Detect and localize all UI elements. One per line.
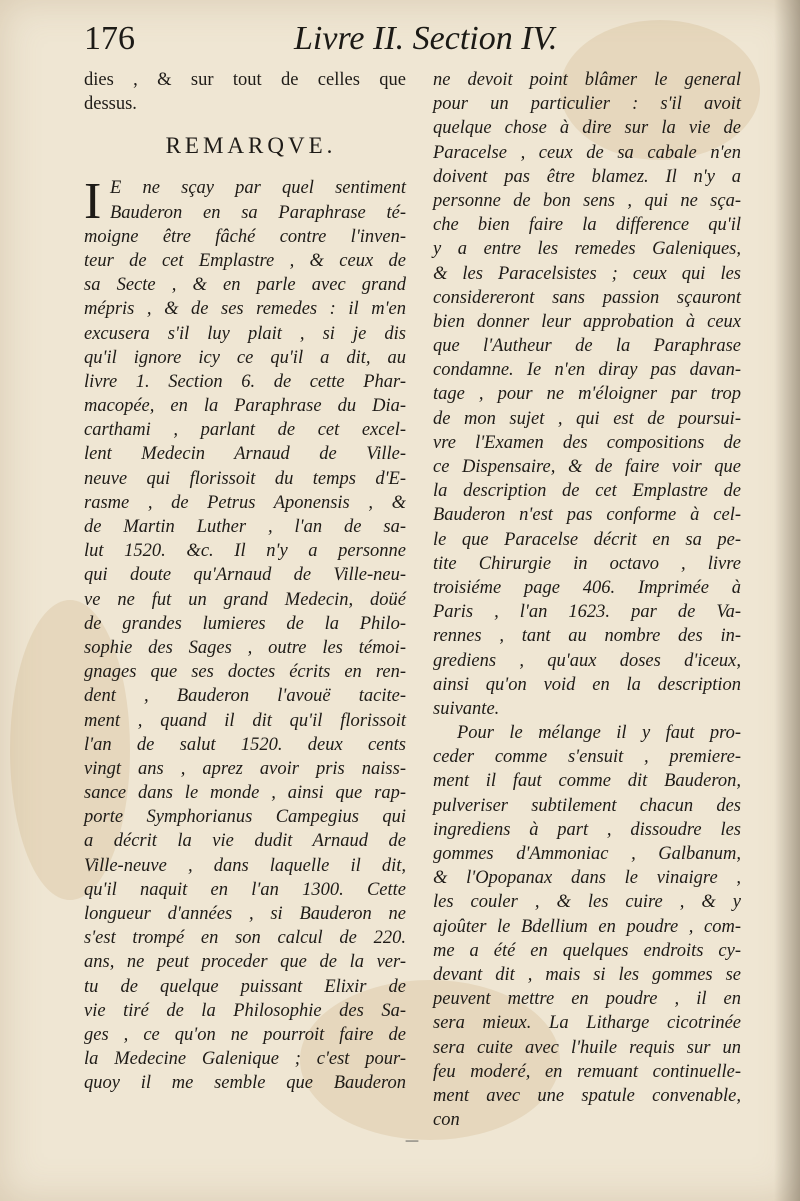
running-head: Livre II. Section IV. xyxy=(294,20,558,57)
text-line: ve ne fut un grand Medecin, doüé xyxy=(84,589,406,610)
text-line: y a entre les remedes Galeniques, xyxy=(433,239,741,260)
text-line: quoy il me semble que Bauderon xyxy=(84,1073,406,1094)
text-line: E ne sçay par quel sentiment xyxy=(110,178,406,199)
text-line: macopée, en la Paraphrase du Dia- xyxy=(84,396,406,417)
page-number: 176 xyxy=(84,20,135,57)
text-line: troisiéme page 406. Imprimée à xyxy=(433,577,741,598)
text-line: la Medecine Galenique ; c'est pour- xyxy=(84,1049,406,1070)
text-line: pour un particulier : s'il avoit xyxy=(433,94,741,115)
text-line: de mon sujet , qui est de poursui- xyxy=(433,408,741,429)
section-heading: REMARQVE. xyxy=(165,133,337,159)
text-line: considereront sans passion sçauront xyxy=(433,287,741,308)
text-line: mépris , & de ses remedes : il m'en xyxy=(84,299,406,320)
text-line: ainsi qu'on void en la description xyxy=(433,674,741,695)
text-line: ment il faut comme dit Bauderon, xyxy=(433,771,741,792)
text-line: suivante. xyxy=(433,698,500,719)
text-line: de Martin Luther , l'an de sa- xyxy=(84,517,406,537)
text-line: les couler , & les cuire , & y xyxy=(433,892,741,913)
text-line: ingrediens à part , dissoudre les xyxy=(433,819,741,840)
catchword: con xyxy=(433,1110,460,1131)
text-line: rennes , tant au nombre des in- xyxy=(433,626,741,647)
text-line: excusera s'il luy plait , si je dis xyxy=(84,323,406,344)
text-line: me a été en quelques endroits cy- xyxy=(433,940,741,961)
text-line: Bauderon en sa Paraphrase té- xyxy=(110,202,406,223)
text-line: de grandes lumieres de la Philo- xyxy=(84,613,406,634)
text-line: sophie des Sages , outre les témoi- xyxy=(84,637,406,658)
text-line: ne devoit point blâmer le general xyxy=(433,70,741,90)
text-line: qu'il ignore icy ce qu'il a dit, au xyxy=(84,347,406,368)
text-line: lent Medecin Arnaud de Ville- xyxy=(84,444,406,465)
text-line: devant dit , mais si les gommes se xyxy=(433,964,741,985)
text-line: tite Chirurgie in octavo , livre xyxy=(433,553,741,574)
text-line: Paris , l'an 1623. par de Va- xyxy=(433,602,741,623)
text-line: bien donner leur approbation à ceux xyxy=(433,311,741,332)
text-line: quelque chose à dire sur la vie de xyxy=(433,118,741,139)
text-line: tu de quelque puissant Elixir de xyxy=(84,976,406,997)
text-line: gommes d'Ammoniac , Galbanum, xyxy=(433,844,741,864)
text-line: ceder comme s'ensuit , premiere- xyxy=(433,747,741,768)
text-line: ajoûter le Bdellium en poudre , com- xyxy=(433,916,741,937)
text-line: longueur d'années , si Bauderon ne xyxy=(84,904,406,924)
text-line: ment , quand il dit qu'il florissoit xyxy=(84,710,406,731)
text-line: sera cuite avec l'huile requis sur un xyxy=(433,1037,741,1058)
page-edge-shadow xyxy=(774,0,800,1201)
page-header xyxy=(84,20,734,68)
text-line: Ville-neuve , dans laquelle il dit, xyxy=(84,855,406,876)
text-line: teur de cet Emplastre , & ceux de xyxy=(84,250,406,271)
text-line: & les Paracelsistes ; ceux qui les xyxy=(433,263,741,284)
text-line: personne de bon sens , qui ne sça- xyxy=(433,190,741,211)
text-line: ce Dispensaire, & de faire voir que xyxy=(433,457,741,477)
text-line: peuvent mettre en poudre , il en xyxy=(433,989,741,1010)
text-line: porte Symphorianus Campegius qui xyxy=(84,807,406,828)
text-line: livre 1. Section 6. de cette Phar- xyxy=(84,371,406,392)
text-line: carthami , parlant de cet excel- xyxy=(84,420,406,441)
text-line: neuve qui florissoit du temps d'E- xyxy=(84,468,406,489)
text-line: la description de cet Emplastre de xyxy=(433,481,741,502)
text-line: vingt ans , aprez avoir pris naiss- xyxy=(84,758,406,779)
text-line: dent , Bauderon l'avouë tacite- xyxy=(84,686,406,707)
drop-cap: I xyxy=(84,173,102,231)
text-line: condamne. Ie n'en diray pas davan- xyxy=(433,360,741,381)
right-column xyxy=(433,68,741,1132)
text-line: pulveriser subtilement chacun des xyxy=(433,795,741,816)
text-line: doivent pas être blamez. Il n'y a xyxy=(433,166,741,187)
text-line: dessus. xyxy=(84,94,137,115)
text-line: sa Secte , & en parle avec grand xyxy=(84,275,406,296)
text-line: Paracelse , ceux de sa cabale n'en xyxy=(433,142,741,163)
text-line: lut 1520. &c. Il n'y a personne xyxy=(84,541,406,562)
text-line: que l'Autheur de la Paraphrase xyxy=(433,336,741,357)
text-line: gnages que ses doctes écrits en ren- xyxy=(84,662,406,683)
text-line: qu'il naquit en l'an 1300. Cette xyxy=(84,879,406,900)
text-line: ans, ne peut proceder que de la ver- xyxy=(84,952,406,973)
text-line: tage , pour ne m'éloigner par trop xyxy=(433,384,741,405)
text-line: sera mieux. La Litharge cicotrinée xyxy=(433,1013,741,1034)
text-line: vie tiré de la Philosophie des Sa- xyxy=(84,1000,406,1021)
text-line: che bien faire la difference qu'il xyxy=(433,215,741,236)
text-line: le que Paracelse décrit en sa pe- xyxy=(433,529,741,550)
text-line: ges , ce qu'on ne pourroit faire de xyxy=(84,1024,406,1045)
text-line: Pour le mélange il y faut pro- xyxy=(457,723,741,744)
text-line: Bauderon n'est pas conforme à cel- xyxy=(433,505,741,526)
text-line: ment avec une spatule convenable, xyxy=(433,1085,741,1106)
text-line: feu moderé, en remuant continuelle- xyxy=(433,1061,741,1082)
text-line: vre l'Examen des compositions de xyxy=(433,432,741,453)
text-line: l'an de salut 1520. deux cents xyxy=(84,734,406,755)
text-line: rasme , de Petrus Aponensis , & xyxy=(84,492,406,513)
text-line: qui doute qu'Arnaud de Ville-neu- xyxy=(84,565,406,586)
text-line: s'est trompé en son calcul de 220. xyxy=(84,928,406,949)
ink-mark: — xyxy=(405,1133,419,1149)
text-line: a décrit la vie dudit Arnaud de xyxy=(84,831,406,852)
text-line: sance dans le monde , ainsi que rap- xyxy=(84,783,406,804)
drop-cap-paragraph xyxy=(84,173,406,231)
text-line: moigne être fâché contre l'inven- xyxy=(84,226,406,247)
text-line: dies , & sur tout de celles que xyxy=(84,70,406,90)
text-line: grediens , qu'aux doses d'iceux, xyxy=(433,650,741,671)
left-column xyxy=(84,68,406,1096)
text-line: & l'Opopanax dans le vinaigre , xyxy=(433,868,741,889)
